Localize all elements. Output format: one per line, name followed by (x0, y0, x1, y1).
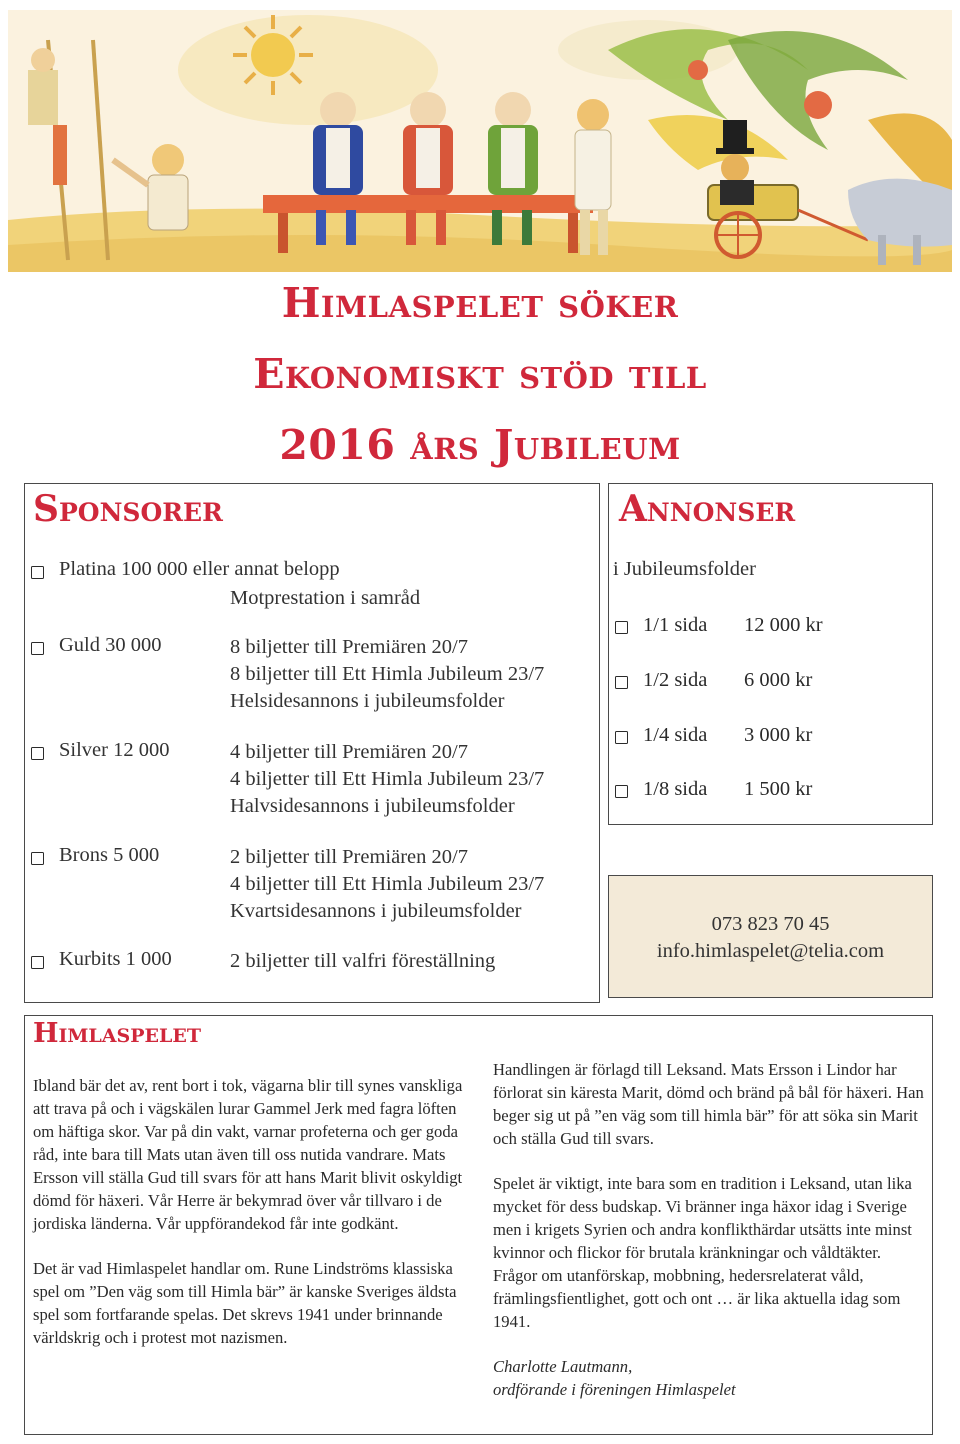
himlaspelet-heading: Himlaspelet (33, 1018, 202, 1049)
tier-brons-perk-2: 4 biljetter till Ett Himla Jubileum 23/7 (230, 873, 545, 895)
ad-price-eighth: 1 500 kr (744, 778, 813, 800)
header-folk-painting (8, 10, 952, 272)
contact-email[interactable]: info.himlaspelet@telia.com (656, 940, 885, 962)
checkbox-ad-eighth[interactable] (615, 785, 628, 798)
tier-brons-perk-3: Kvartsidesannons i jubileumsfolder (230, 900, 522, 922)
contact-phone[interactable]: 073 823 70 45 (711, 913, 830, 935)
checkbox-brons[interactable] (31, 852, 44, 865)
tier-silver-label: Silver 12 000 (59, 739, 170, 761)
sponsors-section (24, 483, 600, 1003)
himlaspelet-left-column (33, 1074, 473, 1371)
ad-size-eighth: 1/8 sida (643, 778, 708, 800)
tier-platina-label: Platina 100 000 eller annat belopp (59, 558, 340, 580)
checkbox-silver[interactable] (31, 747, 44, 760)
tier-silver-perk-3: Halvsidesannons i jubileumsfolder (230, 795, 515, 817)
signature-role: ordförande i föreningen Himlaspelet (493, 1380, 736, 1399)
checkbox-ad-half[interactable] (615, 676, 628, 689)
ads-heading: Annonser (619, 488, 796, 530)
himlaspelet-right-column (493, 1058, 925, 1401)
ad-size-full: 1/1 sida (643, 614, 708, 636)
ads-section (608, 483, 933, 825)
tier-silver-perk-1: 4 biljetter till Premiären 20/7 (230, 741, 468, 763)
right-paragraph-2: Spelet är viktigt, inte bara som en tradition i Leksand, utan lika mycket för dess budskap. Vi bränner inga häxor idag i Sverige men i krigets Syrien och andra konflikthärdar utsätts inte minst kvinnor och flickor för brutala kränkningar och våldtäkter. Frågor om utanförskap, mobbning, hedersrelaterat våld, främlingsfientlighet, gott och ont … är lika aktuella idag som 1941. (493, 1174, 912, 1331)
ad-size-quarter: 1/4 sida (643, 724, 708, 746)
tier-guld-label: Guld 30 000 (59, 634, 162, 656)
ad-price-quarter: 3 000 kr (744, 724, 813, 746)
ad-price-full: 12 000 kr (744, 614, 823, 636)
ad-price-half: 6 000 kr (744, 669, 813, 691)
checkbox-ad-full[interactable] (615, 621, 628, 634)
checkbox-platina[interactable] (31, 566, 44, 579)
tier-guld-perk-3: Helsidesannons i jubileumsfolder (230, 690, 505, 712)
tier-guld-perk-2: 8 biljetter till Ett Himla Jubileum 23/7 (230, 663, 545, 685)
checkbox-kurbits[interactable] (31, 956, 44, 969)
tier-kurbits-label: Kurbits 1 000 (59, 948, 172, 970)
checkbox-ad-quarter[interactable] (615, 731, 628, 744)
tier-brons-label: Brons 5 000 (59, 844, 160, 866)
tier-silver-perk-2: 4 biljetter till Ett Himla Jubileum 23/7 (230, 768, 545, 790)
himlaspelet-section (24, 1015, 933, 1435)
main-title (0, 268, 960, 481)
right-paragraph-1: Handlingen är förlagd till Leksand. Mats Ersson i Lindor har förlorat sin käresta Marit, dömd och bränd på bål för häxeri. Han beger sig ut på ”en väg som till himla bär” för att söka sin Marit och ställa Gud till svars. (493, 1060, 924, 1148)
ads-subtitle: i Jubileumsfolder (613, 558, 756, 580)
tier-brons-perk-1: 2 biljetter till Premiären 20/7 (230, 846, 468, 868)
ad-size-half: 1/2 sida (643, 669, 708, 691)
title-line-3: 2016 års Jubileum (279, 421, 681, 469)
signature-name: Charlotte Lautmann, (493, 1357, 633, 1376)
title-line-1: Himlaspelet söker (281, 279, 679, 327)
tier-platina-perk-1: Motprestation i samråd (230, 587, 421, 609)
left-paragraph-2: Det är vad Himlaspelet handlar om. Rune Lindströms klassiska spel om ”Den väg som till Himla bär” är kanske Sveriges äldsta spel som fortfarande spelas. Det skrevs 1941 under brinnande världskrig och i protest mot nazismen. (33, 1259, 457, 1347)
title-line-2: Ekonomiskt stöd till (253, 350, 707, 398)
sponsors-heading: Sponsorer (33, 488, 223, 530)
checkbox-guld[interactable] (31, 642, 44, 655)
tier-guld-perk-1: 8 biljetter till Premiären 20/7 (230, 636, 468, 658)
contact-box (608, 875, 933, 998)
left-paragraph-1: Ibland bär det av, rent bort i tok, vägarna blir till synes vanskliga att trava på och i vägskälen lurar Gammel Jerk med fagra löften om häftiga skor. Var på din vakt, varnar profeterna och ger goda råd, inte bara till Mats utan även till oss nutida vandrare. Mats Ersson vill ställa Gud till svars för att hans Marit blivit oskyldigt dömd för häxeri. Vår Herre är bekymrad över vår tillvaro i de jordiska länderna. Vår uppförandekod får inte godkänt. (33, 1076, 463, 1233)
tier-kurbits-perk-1: 2 biljetter till valfri föreställning (230, 950, 496, 972)
